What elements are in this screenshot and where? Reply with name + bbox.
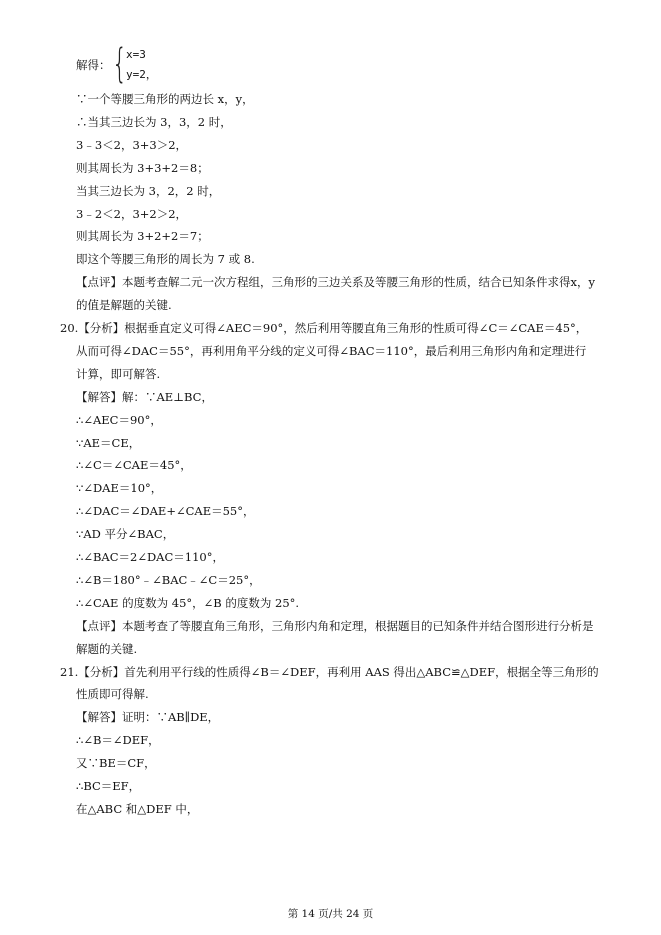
text-line: 则其周长为 3+3+2＝8； — [76, 160, 209, 175]
text-line: ∴当其三边长为 3，3，2 时， — [76, 114, 232, 129]
equation-x: x=3 — [126, 48, 146, 61]
text-line: 【点评】本题考查了等腰直角三角形，三角形内角和定理，根据题目的已知条件并结合图形进行分析是 — [76, 618, 594, 633]
text-line: 20.【分析】根据垂直定义可得∠AEC＝90°，然后利用等腰直角三角形的性质可得∠C＝∠CAE＝45°， — [60, 321, 588, 335]
text-line: 【解答】解：∵AE⊥BC， — [76, 389, 213, 404]
text-line: ∴∠DAC＝∠DAE+∠CAE＝55°， — [76, 504, 255, 519]
text-line: ∴∠AEC＝90°， — [76, 412, 162, 427]
text-line: 从而可得∠DAC＝55°，再利用角平分线的定义可得∠BAC＝110°，最后利用三角形内角和定理进行 — [76, 343, 587, 358]
text-line: 则其周长为 3+2+2＝7； — [76, 229, 209, 244]
system-label: 解得： — [76, 58, 111, 72]
text-line: ∴BC＝EF， — [76, 779, 141, 793]
text-line: 3﹣3＜2，3+3＞2， — [76, 137, 188, 152]
text-line: 即这个等腰三角形的周长为 7 或 8. — [76, 252, 255, 267]
text-line: 【点评】本题考查解二元一次方程组，三角形的三边关系及等腰三角形的性质，结合已知条件求得x，y — [76, 275, 595, 290]
text-line: 在△ABC 和△DEF 中， — [76, 801, 199, 816]
text-line: ∴∠B＝180°﹣∠BAC﹣∠C＝25°， — [76, 572, 261, 587]
text-line: 的值是解题的关键. — [76, 298, 172, 313]
text-line: ∴∠CAE 的度数为 45°，∠B 的度数为 25°. — [76, 595, 300, 610]
equation-y: y=2， — [126, 68, 157, 81]
text-line: 性质即可得解. — [76, 687, 149, 702]
text-line: 21.【分析】首先利用平行线的性质得∠B＝∠DEF，再利用 AAS 得出△ABC≌△DEF，根据全等三角形的 — [60, 664, 599, 679]
text-line: ∴∠C＝∠CAE＝45°， — [76, 458, 192, 473]
text-line: 【解答】证明：∵AB∥DE， — [76, 710, 220, 725]
text-line: 又∵BE＝CF， — [76, 756, 156, 771]
text-line: 当其三边长为 3，2，2 时， — [76, 183, 221, 198]
text-line: 解题的关键. — [76, 641, 138, 656]
text-line: ∴∠BAC＝2∠DAC＝110°， — [76, 550, 224, 564]
page-footer: 第 14 页/共 24 页 — [287, 908, 374, 920]
text-line: 3﹣2＜2，3+2＞2， — [76, 206, 188, 221]
left-brace-icon: { — [112, 41, 128, 87]
text-line: ∵∠DAE＝10°， — [76, 481, 163, 496]
text-line: 计算，即可解答. — [76, 366, 161, 381]
text-line: ∵AE＝CE， — [76, 435, 141, 450]
text-line: ∴∠B＝∠DEF， — [76, 733, 160, 748]
text-line: ∵AD 平分∠BAC， — [76, 527, 175, 542]
text-line: ∵一个等腰三角形的两边长 x，y， — [76, 92, 254, 106]
